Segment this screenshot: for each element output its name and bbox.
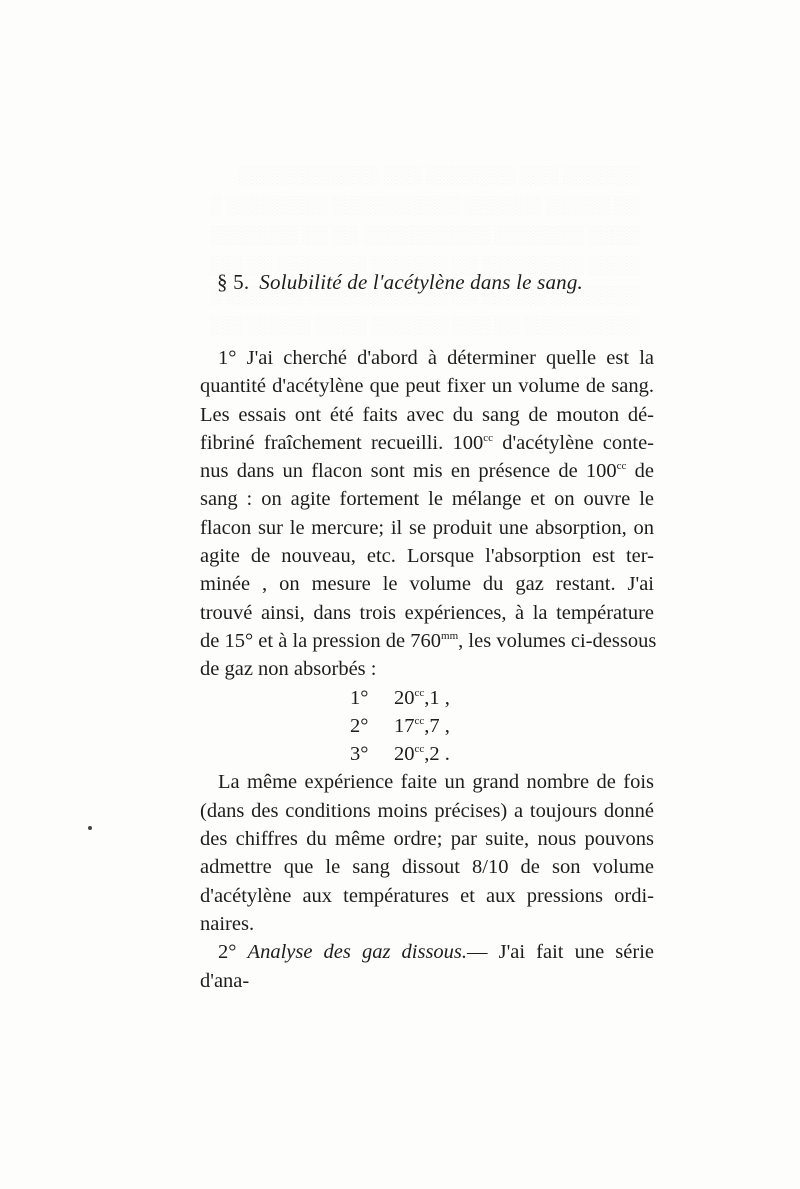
paper-speck xyxy=(88,826,92,830)
paragraph-1-line: fibriné fraîchement recueilli. $100^{cc}$ d'acétylène conte- xyxy=(200,431,654,454)
paragraph-1 xyxy=(200,344,657,684)
paragraph-2-line: La même expérience faite un grand nombre de fois xyxy=(218,771,654,794)
paragraph-2-line: (dans des conditions moins précises) a toujours donné xyxy=(200,799,654,822)
paragraph-1-line: de 15° et à la pression de $760^{mm}$, les volumes ci-dessous xyxy=(200,629,657,652)
measurement-item xyxy=(200,712,654,740)
measurement-ordinal: 2° xyxy=(350,714,369,737)
paragraph-1-line: nus dans un flacon sont mis en présence de $100^{cc}$ de xyxy=(200,460,654,483)
paragraph-1-line: trouvé ainsi, dans trois expériences, à la température xyxy=(200,601,654,624)
paragraph-1-line: 1° J'ai cherché d'abord à déterminer quelle est la xyxy=(218,347,654,369)
paragraph-1-line: minée , on mesure le volume du gaz restant. J'ai xyxy=(200,573,654,596)
measurement-value: $20^{cc},2$ . xyxy=(394,743,450,766)
paragraph-3 xyxy=(200,938,654,995)
paragraph-1-line: sang : on agite fortement le mélange et on ouvre le xyxy=(200,488,654,511)
paragraph-2-line: d'acétylène aux températures et aux pressions ordi- xyxy=(200,884,654,907)
paragraph-1-line: agite de nouveau, etc. Lorsque l'absorption est ter- xyxy=(200,545,654,568)
measurement-value: $20^{cc},1$ , xyxy=(394,686,450,709)
measurement-list xyxy=(200,684,654,769)
paragraph-1-line: Les essais ont été faits avec du sang de mouton dé- xyxy=(200,403,654,426)
measurement-ordinal: 3° xyxy=(350,743,369,766)
section-title: Solubilité de l'acétylène dans le sang. xyxy=(259,270,584,294)
paragraph-3-prefix: 2° xyxy=(218,941,237,964)
measurement-value: $17^{cc},7$ , xyxy=(394,714,450,737)
paragraph-1-line: flacon sur le mercure; il se produit une absorption, on xyxy=(200,516,654,539)
section-heading xyxy=(0,270,800,295)
paragraph-2 xyxy=(200,768,654,938)
paragraph-1-line: quantité d'acétylène que peut fixer un volume de sang. xyxy=(200,375,654,398)
paragraph-2-line: des chiffres du même ordre; par suite, nous pouvons xyxy=(200,828,654,851)
body-text xyxy=(200,344,657,995)
paragraph-2-line: naires. xyxy=(200,912,255,935)
paragraph-3-rest: — J'ai fait une série d'ana- xyxy=(200,941,654,992)
measurement-item xyxy=(200,740,654,768)
bleed-through-decoration xyxy=(210,160,640,340)
section-number: § 5. xyxy=(216,270,250,294)
measurement-ordinal: 1° xyxy=(350,686,369,709)
paragraph-2-line: admettre que le sang dissout 8/10 de son volume xyxy=(200,856,654,879)
paragraph-3-title: Analyse des gaz dissous. xyxy=(247,941,468,964)
paragraph-1-line: de gaz non absorbés : xyxy=(200,658,377,681)
measurement-item xyxy=(200,684,654,712)
